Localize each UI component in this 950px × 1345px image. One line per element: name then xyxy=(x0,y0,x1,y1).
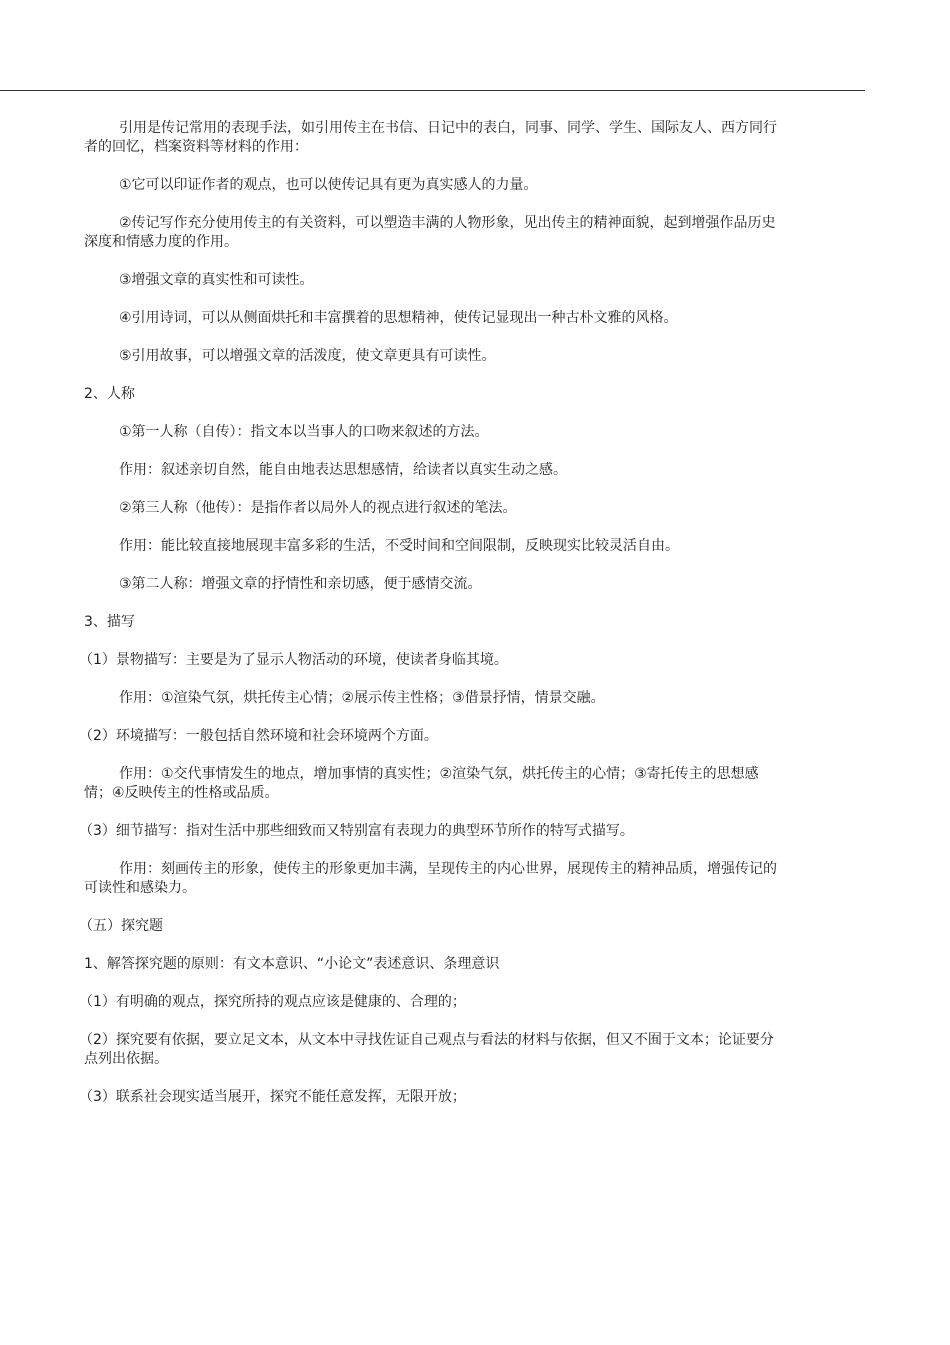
header-rule xyxy=(0,90,865,91)
paragraph-quotation-4: ④引用诗词，可以从侧面烘托和丰富撰着的思想精神，使传记显现出一种古朴文雅的风格。 xyxy=(119,310,678,326)
paragraph-scenery: （1）景物描写：主要是为了显示人物活动的环境，使读者身临其境。 xyxy=(79,652,508,668)
paragraph-first-person-effect: 作用：叙述亲切自然，能自由地表达思想感情，给读者以真实生动之感。 xyxy=(119,462,567,478)
paragraph-inquiry-3: （3）联系社会现实适当展开，探究不能任意发挥，无限开放； xyxy=(79,1089,466,1105)
paragraph-environment: （2）环境描写：一般包括自然环境和社会环境两个方面。 xyxy=(79,728,438,744)
paragraph-first-person: ①第一人称（自传）：指文本以当事人的口吻来叙述的方法。 xyxy=(119,424,489,440)
paragraph-inquiry-1: （1）有明确的观点，探究所持的观点应该是健康的、合理的； xyxy=(79,994,466,1010)
paragraph-quotation-5: ⑤引用故事，可以增强文章的活泼度，使文章更具有可读性。 xyxy=(119,348,496,364)
paragraph-detail: （3）细节描写：指对生活中那些细致而又特别富有表现力的典型环节所作的特写式描写。 xyxy=(79,823,634,839)
paragraph-third-person: ②第三人称（他传）：是指作者以局外人的视点进行叙述的笔法。 xyxy=(119,500,517,516)
paragraph-quotation-1: ①它可以印证作者的观点，也可以使传记具有更为真实感人的力量。 xyxy=(119,177,538,193)
section-heading-inquiry: （五）探究题 xyxy=(79,918,163,934)
document-body xyxy=(79,119,784,1126)
paragraph-quotation-3: ③增强文章的真实性和可读性。 xyxy=(119,272,314,288)
paragraph-third-person-effect: 作用：能比较直接地展现丰富多彩的生活，不受时间和空间限制，反映现实比较灵活自由。 xyxy=(119,538,679,554)
paragraph-inquiry-2: （2）探究要有依据，要立足文本，从文本中寻找佐证自己观点与看法的材料与依据，但又不囿于文本；论证要分点列出依据。 xyxy=(79,1032,774,1067)
paragraph-inquiry-principle: 1、解答探究题的原则：有文本意识、“小论文”表述意识、条理意识 xyxy=(84,956,500,972)
paragraph-quotation-2: ②传记写作充分使用传主的有关资料，可以塑造丰满的人物形象，见出传主的精神面貌，起到增强作品历史深度和情感力度的作用。 xyxy=(84,215,776,250)
section-heading-description: 3、描写 xyxy=(84,614,135,630)
paragraph-environment-effect: 作用：①交代事情发生的地点，增加事情的真实性；②渲染气氛，烘托传主的心情；③寄托传主的思想感情；④反映传主的性格或品质。 xyxy=(84,766,759,801)
section-heading-person: 2、人称 xyxy=(84,386,135,402)
paragraph-second-person: ③第二人称：增强文章的抒情性和亲切感，便于感情交流。 xyxy=(119,576,482,592)
paragraph-scenery-effect: 作用：①渲染气氛，烘托传主心情；②展示传主性格；③借景抒情，情景交融。 xyxy=(119,690,605,706)
paragraph-quotation-intro: 引用是传记常用的表现手法，如引用传主在书信、日记中的表白，同事、同学、学生、国际友人、西方同行者的回忆，档案资料等材料的作用： xyxy=(84,120,777,155)
paragraph-detail-effect: 作用：刻画传主的形象，使传主的形象更加丰满，呈现传主的内心世界，展现传主的精神品质，增强传记的可读性和感染力。 xyxy=(84,861,777,896)
